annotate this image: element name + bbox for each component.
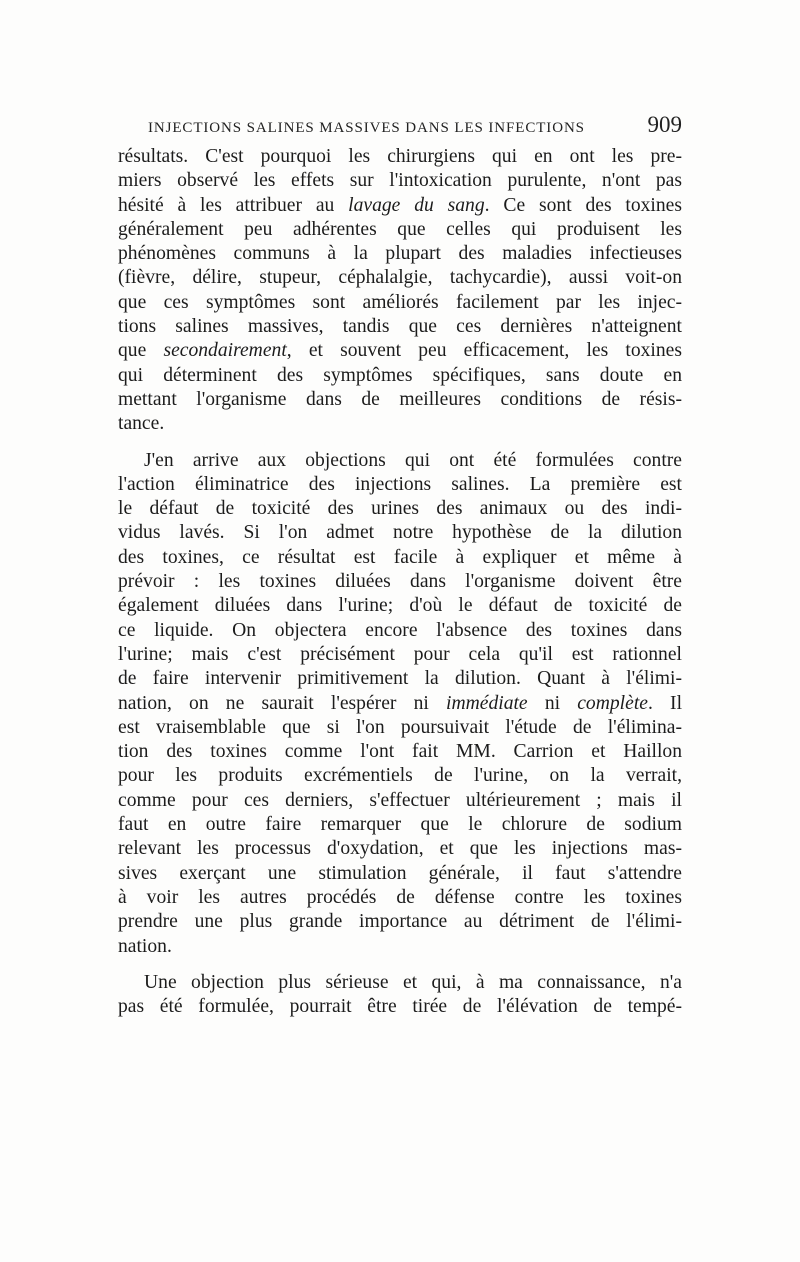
text-line: l'urine; mais c'est précisément pour cela qu'il est rationnel: [118, 643, 682, 665]
page-number: 909: [647, 112, 682, 137]
text-line: ce liquide. On objectera encore l'absence des toxines dans: [118, 619, 682, 641]
text-line: pas été formulée, pourrait être tirée de l'élévation de tempé-: [118, 996, 682, 1018]
text-line: qui déterminent des symptômes spécifiques, sans doute en: [118, 364, 682, 386]
text-line: pour les produits excrémentiels de l'urine, on la verrait,: [118, 765, 682, 787]
text-line: vidus lavés. Si l'on admet notre hypothèse de la dilution: [118, 522, 682, 544]
text-line: des toxines, ce résultat est facile à expliquer et même à: [118, 546, 682, 568]
text-line: généralement peu adhérentes que celles qui produisent les: [118, 218, 682, 240]
text-line: (fièvre, délire, stupeur, céphalalgie, tachycardie), aussi voit-on: [118, 267, 682, 289]
paragraph-gap: [118, 437, 682, 449]
running-title: INJECTIONS SALINES MASSIVES DANS LES INFECTIONS: [148, 120, 585, 136]
paragraph-gap: [118, 959, 682, 971]
text-line: prendre une plus grande importance au détriment de l'élimi-: [118, 911, 682, 933]
text-line: tion des toxines comme l'ont fait MM. Carrion et Haillon: [118, 741, 682, 763]
text-line: mettant l'organisme dans de meilleures conditions de résis-: [118, 388, 682, 410]
text-line: le défaut de toxicité des urines des animaux ou des indi-: [118, 498, 682, 520]
text-line: comme pour ces derniers, s'effectuer ultérieurement ; mais il: [118, 789, 682, 811]
text-line: à voir les autres procédés de défense contre les toxines: [118, 886, 682, 908]
text-line: de faire intervenir primitivement la dilution. Quant à l'élimi-: [118, 668, 682, 690]
text-line: hésité à les attribuer au lavage du sang. Ce sont des toxines: [118, 194, 682, 216]
text-line: sives exerçant une stimulation générale, il faut s'attendre: [118, 862, 682, 884]
text-line: est vraisemblable que si l'on poursuivait l'étude de l'élimina-: [118, 716, 682, 738]
text-line: relevant les processus d'oxydation, et que les injections mas-: [118, 838, 682, 860]
text-line: Une objection plus sérieuse et qui, à ma connaissance, n'a: [144, 971, 682, 993]
text-line: que secondairement, et souvent peu efficacement, les toxines: [118, 340, 682, 362]
text-line: nation, on ne saurait l'espérer ni immédiate ni complète. Il: [118, 692, 683, 714]
text-line: prévoir : les toxines diluées dans l'organisme doivent être: [118, 571, 682, 593]
text-line: que ces symptômes sont améliorés facilement par les injec-: [118, 291, 682, 313]
text-line: l'action éliminatrice des injections salines. La première est: [118, 473, 682, 495]
text-line: faut en outre faire remarquer que le chlorure de sodium: [118, 814, 682, 836]
body-text: [118, 145, 682, 1019]
text-line: J'en arrive aux objections qui ont été formulées contre: [144, 449, 682, 471]
text-line: phénomènes communs à la plupart des maladies infectieuses: [118, 243, 682, 265]
text-line: résultats. C'est pourquoi les chirurgiens qui en ont les pre-: [118, 146, 682, 167]
text-line: miers observé les effets sur l'intoxication purulente, n'ont pas: [118, 170, 682, 192]
text-line: tions salines massives, tandis que ces dernières n'atteignent: [118, 316, 682, 338]
text-line: nation.: [118, 935, 172, 957]
text-line: tance.: [118, 413, 165, 435]
page-header: [120, 112, 682, 142]
text-line: également diluées dans l'urine; d'où le défaut de toxicité de: [118, 595, 682, 617]
